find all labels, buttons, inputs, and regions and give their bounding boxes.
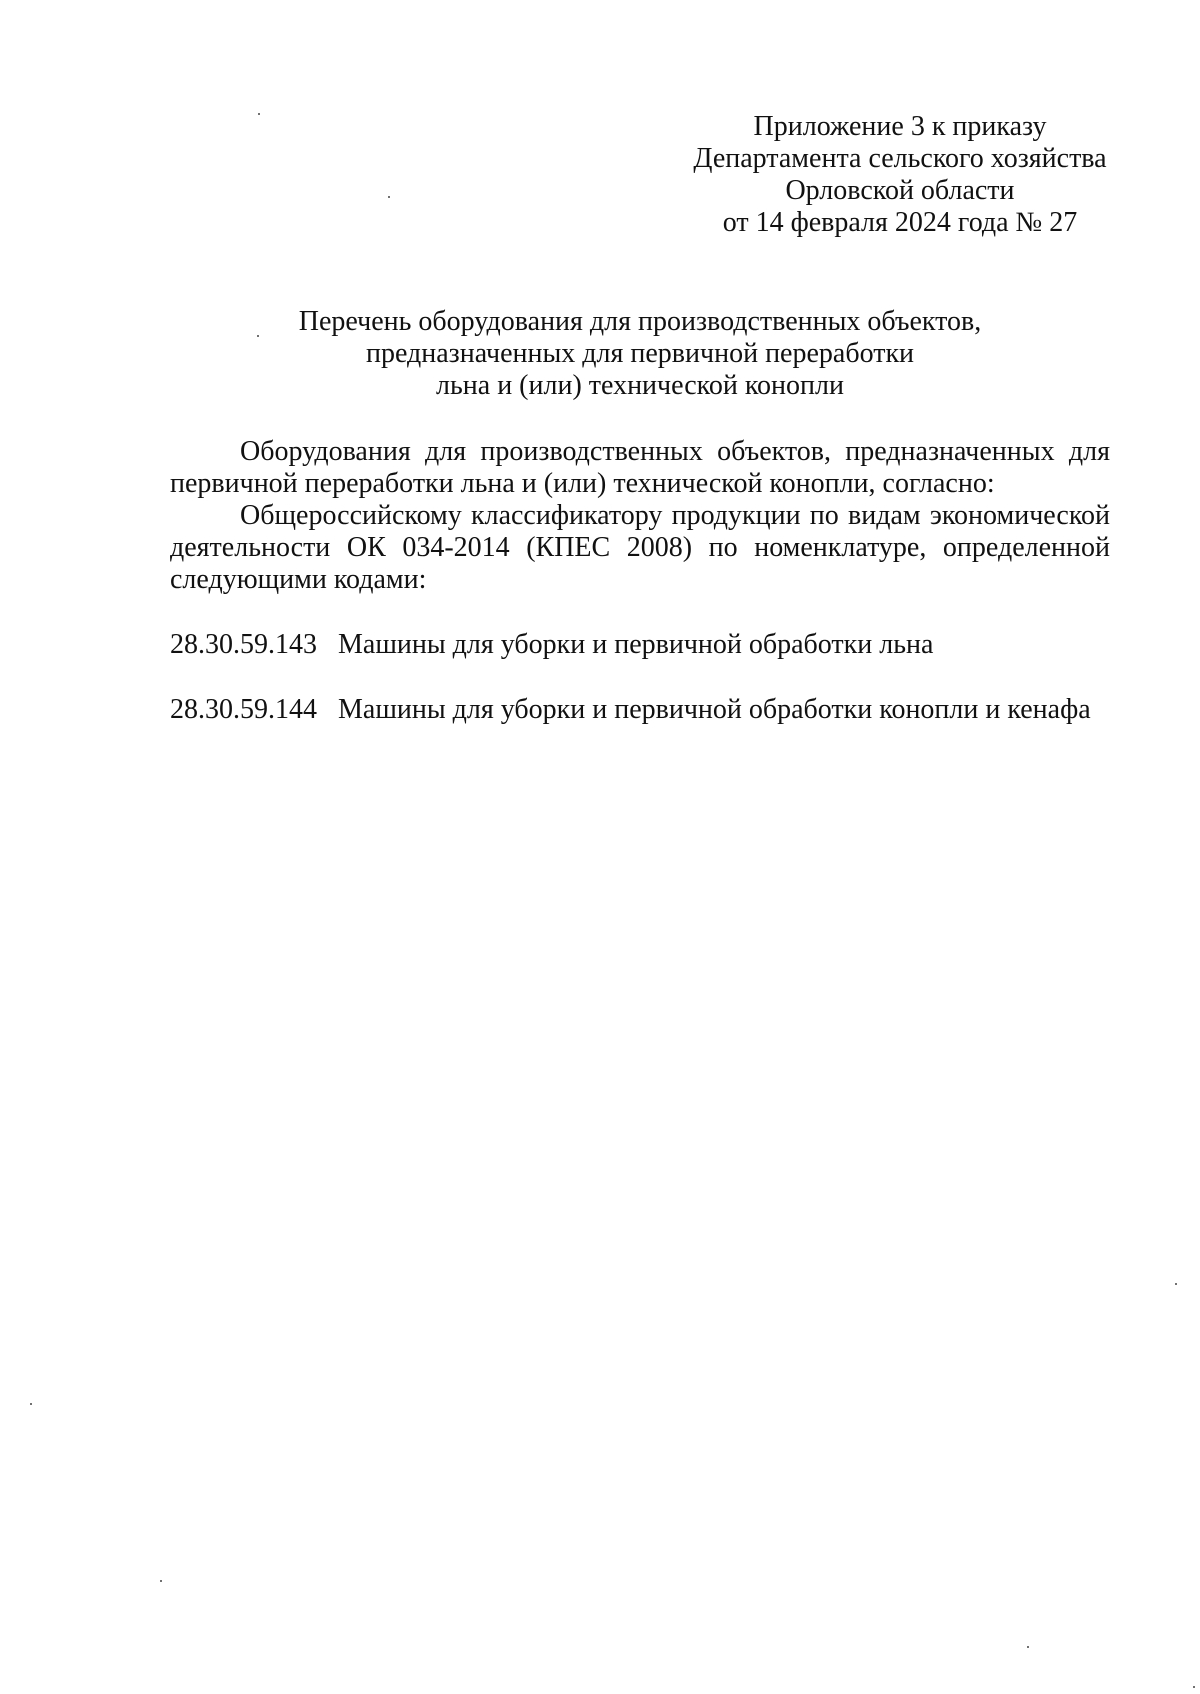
- classifier-paragraph: Общероссийскому классификатору продукции по видам экономической деятельности ОК 034-2014 (КПЕС 2008) по номенклатуре, определенной следующими кодами:: [170, 500, 1110, 595]
- scan-speck: [160, 1580, 162, 1582]
- scan-speck: [1193, 1686, 1195, 1688]
- title-line-2: предназначенных для первичной переработки: [365, 338, 915, 369]
- header-line-department: Департамента сельского хозяйства: [693, 143, 1107, 174]
- scan-speck: [257, 335, 259, 337]
- intro-paragraph: Оборудования для производственных объектов, предназначенных для первичной переработки льна и (или) технической конопли, согласно:: [170, 436, 1110, 499]
- code-description: Машины для уборки и первичной обработки конопли и кенафа: [338, 694, 1091, 725]
- scan-speck: [258, 113, 260, 115]
- code-row: [170, 694, 1130, 726]
- code-number: 28.30.59.143: [170, 629, 317, 660]
- code-description: Машины для уборки и первичной обработки льна: [338, 629, 934, 660]
- document-body: [170, 436, 1110, 596]
- code-row: [170, 629, 1130, 661]
- scan-speck: [1175, 1283, 1177, 1285]
- code-list-2: [170, 694, 1130, 726]
- document-title: [170, 306, 1110, 402]
- scan-speck: [30, 1403, 32, 1405]
- code-list: [170, 629, 1130, 661]
- scan-speck: [1027, 1646, 1029, 1648]
- title-line-3: льна и (или) технической конопли: [436, 370, 844, 401]
- title-line-1: Перечень оборудования для производственных объектов,: [298, 306, 982, 337]
- approval-header: [680, 111, 1120, 239]
- header-line-order-date: от 14 февраля 2024 года № 27: [722, 207, 1078, 238]
- scan-speck: [388, 196, 390, 198]
- code-number: 28.30.59.144: [170, 694, 317, 725]
- header-line-region: Орловской области: [785, 175, 1015, 206]
- header-line-appendix: Приложение 3 к приказу: [753, 111, 1047, 142]
